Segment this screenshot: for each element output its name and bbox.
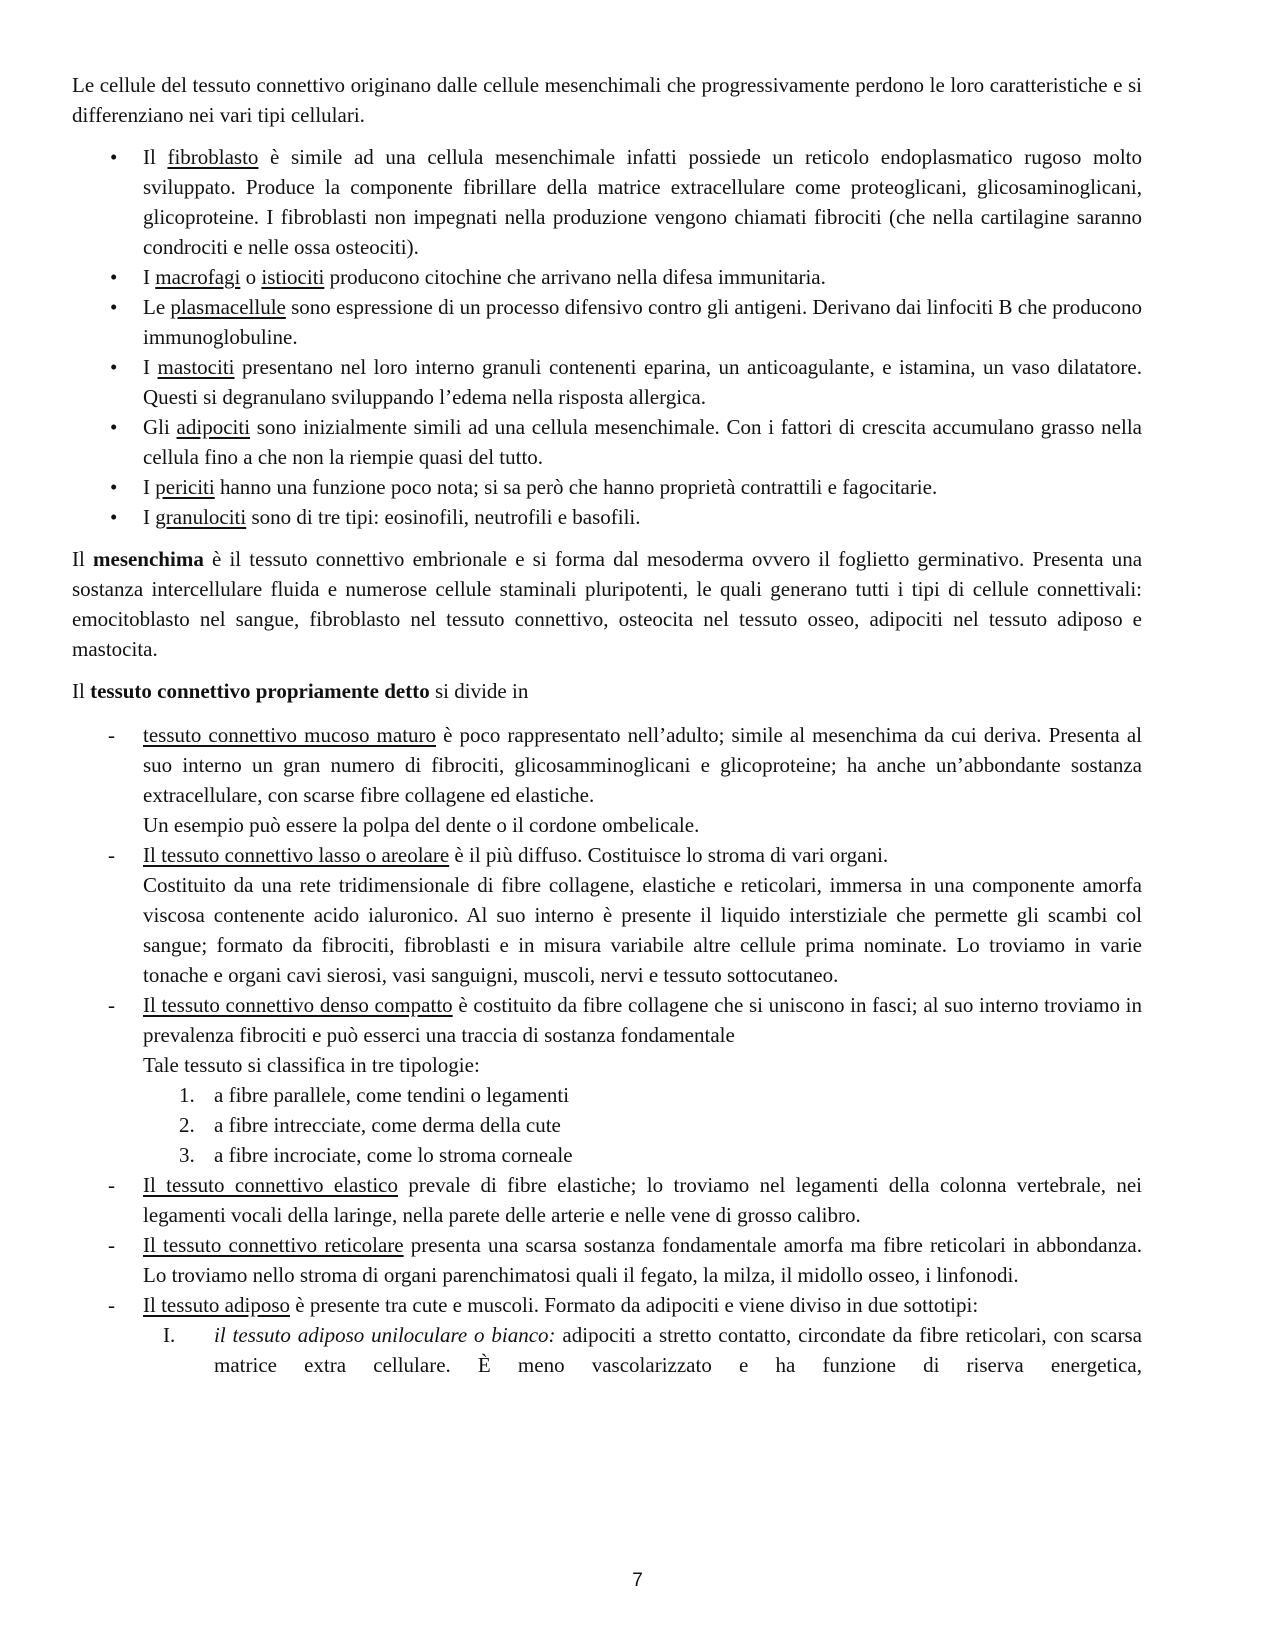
list-item-macrofagi: • I macrofagi o istiociti producono citochine che arrivano nella difesa immunitaria.	[72, 262, 1142, 292]
subtype-item: 3. a fibre incrociate, come lo stroma corneale	[179, 1143, 573, 1167]
bullet-icon: •	[110, 265, 118, 289]
dash-icon: -	[108, 723, 115, 747]
dash-icon: -	[108, 1233, 115, 1257]
term-fibroblasto: fibroblasto	[167, 145, 259, 169]
adiposo-subtypes-list	[143, 1320, 1142, 1380]
term-adipociti: adipociti	[176, 415, 251, 439]
term-denso: Il tessuto connettivo denso compatto	[143, 993, 453, 1017]
term-elastico: Il tessuto connettivo elastico	[143, 1173, 398, 1197]
term-periciti: periciti	[155, 475, 215, 499]
list-item-mucoso: - tessuto connettivo mucoso maturo è poco rappresentato nell’adulto; simile al mesenchima da cui deriva. Presenta al suo interno un gran numero di fibrociti, glicosamminoglicani e glicoproteine; ha anche un’abbondante sostanza extracellulare, con scarse fibre collagene ed elastiche. Un esempio può essere la polpa del dente o il cordone ombelicale.	[72, 720, 1142, 840]
term-mastociti: mastociti	[157, 355, 235, 379]
dash-icon: -	[108, 1173, 115, 1197]
list-item-granulociti: • I granulociti sono di tre tipi: eosinofili, neutrofili e basofili.	[72, 502, 1142, 532]
list-item-periciti: • I periciti hanno una funzione poco nota; si sa però che hanno proprietà contrattili e fagocitarie.	[72, 472, 1142, 502]
list-item-lasso: - Il tessuto connettivo lasso o areolare è il più diffuso. Costituisce lo stroma di vari organi. Costituito da una rete tridimensionale di fibre collagene, elastiche e reticolari, immersa in una componente amorfa viscosa contenente acido ialuronico. Al suo interno è presente il liquido interstiziale che permette gli scambi col sangue; formato da fibrociti, fibroblasti e in misura variabile altre cellule prima nominate. Lo troviamo in varie tonache e organi cavi sierosi, vasi sanguigni, muscoli, nervi e tessuto sottocutaneo.	[72, 840, 1142, 990]
term-reticolare: Il tessuto connettivo reticolare	[143, 1233, 404, 1257]
mesenchima-paragraph: Il mesenchima è il tessuto connettivo embrionale e si forma dal mesoderma ovvero il foglietto germinativo. Presenta una sostanza intercellulare fluida e numerose cellule staminali pluripotenti, le quali generano tutti i tipi di cellule connettivali: emocitoblasto nel sangue, fibroblasto nel tessuto connettivo, osteocita nel tessuto osseo, adipociti nel tessuto adiposo e mastocita.	[72, 547, 1143, 661]
subtype-item: 1. a fibre parallele, come tendini o legamenti	[179, 1083, 570, 1107]
list-item-fibroblasto: • Il fibroblasto è simile ad una cellula mesenchimale infatti possiede un reticolo endoplasmatico rugoso molto sviluppato. Produce la componente fibrillare della matrice extracellulare come proteoglicani, glicosaminoglicani, glicoproteine. I fibroblasti non impegnati nella produzione vengono chiamati fibrociti (che nella cartilagine saranno condrociti e nelle ossa osteociti).	[72, 142, 1142, 262]
bullet-icon: •	[110, 475, 118, 499]
bullet-icon: •	[110, 505, 118, 529]
term-mucoso: tessuto connettivo mucoso maturo	[143, 723, 437, 747]
page-number: 7	[632, 1570, 643, 1591]
dash-icon: -	[108, 993, 115, 1017]
propriamente-detto-heading: Il tessuto connettivo propriamente detto si divide in	[72, 679, 529, 703]
dash-icon: -	[108, 843, 115, 867]
list-item-denso: - Il tessuto connettivo denso compatto è costituito da fibre collagene che si uniscono in fasci; al suo interno troviamo in prevalenza fibrociti e può esserci una traccia di sostanza fondamentale Tale tessuto si classifica in tre tipologie: 1. a fibre parallele, come tendini o legamenti 2. a fibre intrecciate, come derma della cute 3. a fibre incrociate, come lo stroma corneale	[72, 990, 1142, 1170]
list-item-adipociti: • Gli adipociti sono inizialmente simili ad una cellula mesenchimale. Con i fattori di crescita accumulano grasso nella cellula fino a che non la riempie quasi del tutto.	[72, 412, 1142, 472]
cell-types-list	[72, 142, 1142, 532]
term-istiociti: istiociti	[261, 265, 325, 289]
list-item-plasmacellule: • Le plasmacellule sono espressione di un processo difensivo contro gli antigeni. Derivano dai linfociti B che producono immunoglobuline.	[72, 292, 1142, 352]
subtype-item: I. il tessuto adiposo uniloculare o bianco: adipociti a stretto contatto, circondate da fibre reticolari, con scarsa matrice extra cellulare. È meno vascolarizzato e ha funzione di riserva energetica,	[163, 1323, 1142, 1377]
subtype-item: 2. a fibre intrecciate, come derma della cute	[179, 1113, 561, 1137]
term-granulociti: granulociti	[155, 505, 247, 529]
list-item-adiposo: - Il tessuto adiposo è presente tra cute e muscoli. Formato da adipociti e viene diviso in due sottotipi: I. il tessuto adiposo uniloculare o bianco: adipociti a stretto contatto, circondate da fibre reticolari, con scarsa matrice extra cellulare. È meno vascolarizzato e ha funzione di riserva energetica,	[72, 1290, 1142, 1380]
term-adiposo: Il tessuto adiposo	[143, 1293, 290, 1317]
bullet-icon: •	[110, 415, 118, 439]
denso-subtypes-list	[143, 1080, 1142, 1170]
document-page	[72, 70, 1142, 1380]
connective-types-list	[72, 720, 1142, 1380]
term-plasmacellule: plasmacellule	[170, 295, 286, 319]
term-macrofagi: macrofagi	[155, 265, 241, 289]
bullet-icon: •	[110, 145, 118, 169]
term-mesenchima: mesenchima	[93, 547, 204, 571]
bullet-icon: •	[110, 355, 118, 379]
bullet-icon: •	[110, 295, 118, 319]
term-propriamente-detto: tessuto connettivo propriamente detto	[90, 679, 430, 703]
list-item-elastico: - Il tessuto connettivo elastico prevale di fibre elastiche; lo troviamo nel legamenti della colonna vertebrale, nei legamenti vocali della laringe, nella parete delle arterie e nelle vene di grosso calibro.	[72, 1170, 1142, 1230]
list-item-reticolare: - Il tessuto connettivo reticolare presenta una scarsa sostanza fondamentale amorfa ma fibre reticolari in abbondanza. Lo troviamo nello stroma di organi parenchimatosi quali il fegato, la milza, il midollo osseo, i linfonodi.	[72, 1230, 1142, 1290]
term-lasso: Il tessuto connettivo lasso o areolare	[143, 843, 450, 867]
dash-icon: -	[108, 1293, 115, 1317]
intro-paragraph: Le cellule del tessuto connettivo originano dalle cellule mesenchimali che progressivamente perdono le loro caratteristiche e si differenziano nei vari tipi cellulari.	[72, 73, 1142, 127]
list-item-mastociti: • I mastociti presentano nel loro interno granuli contenenti eparina, un anticoagulante, e istamina, un vaso dilatatore. Questi si degranulano sviluppando l’edema nella risposta allergica.	[72, 352, 1142, 412]
